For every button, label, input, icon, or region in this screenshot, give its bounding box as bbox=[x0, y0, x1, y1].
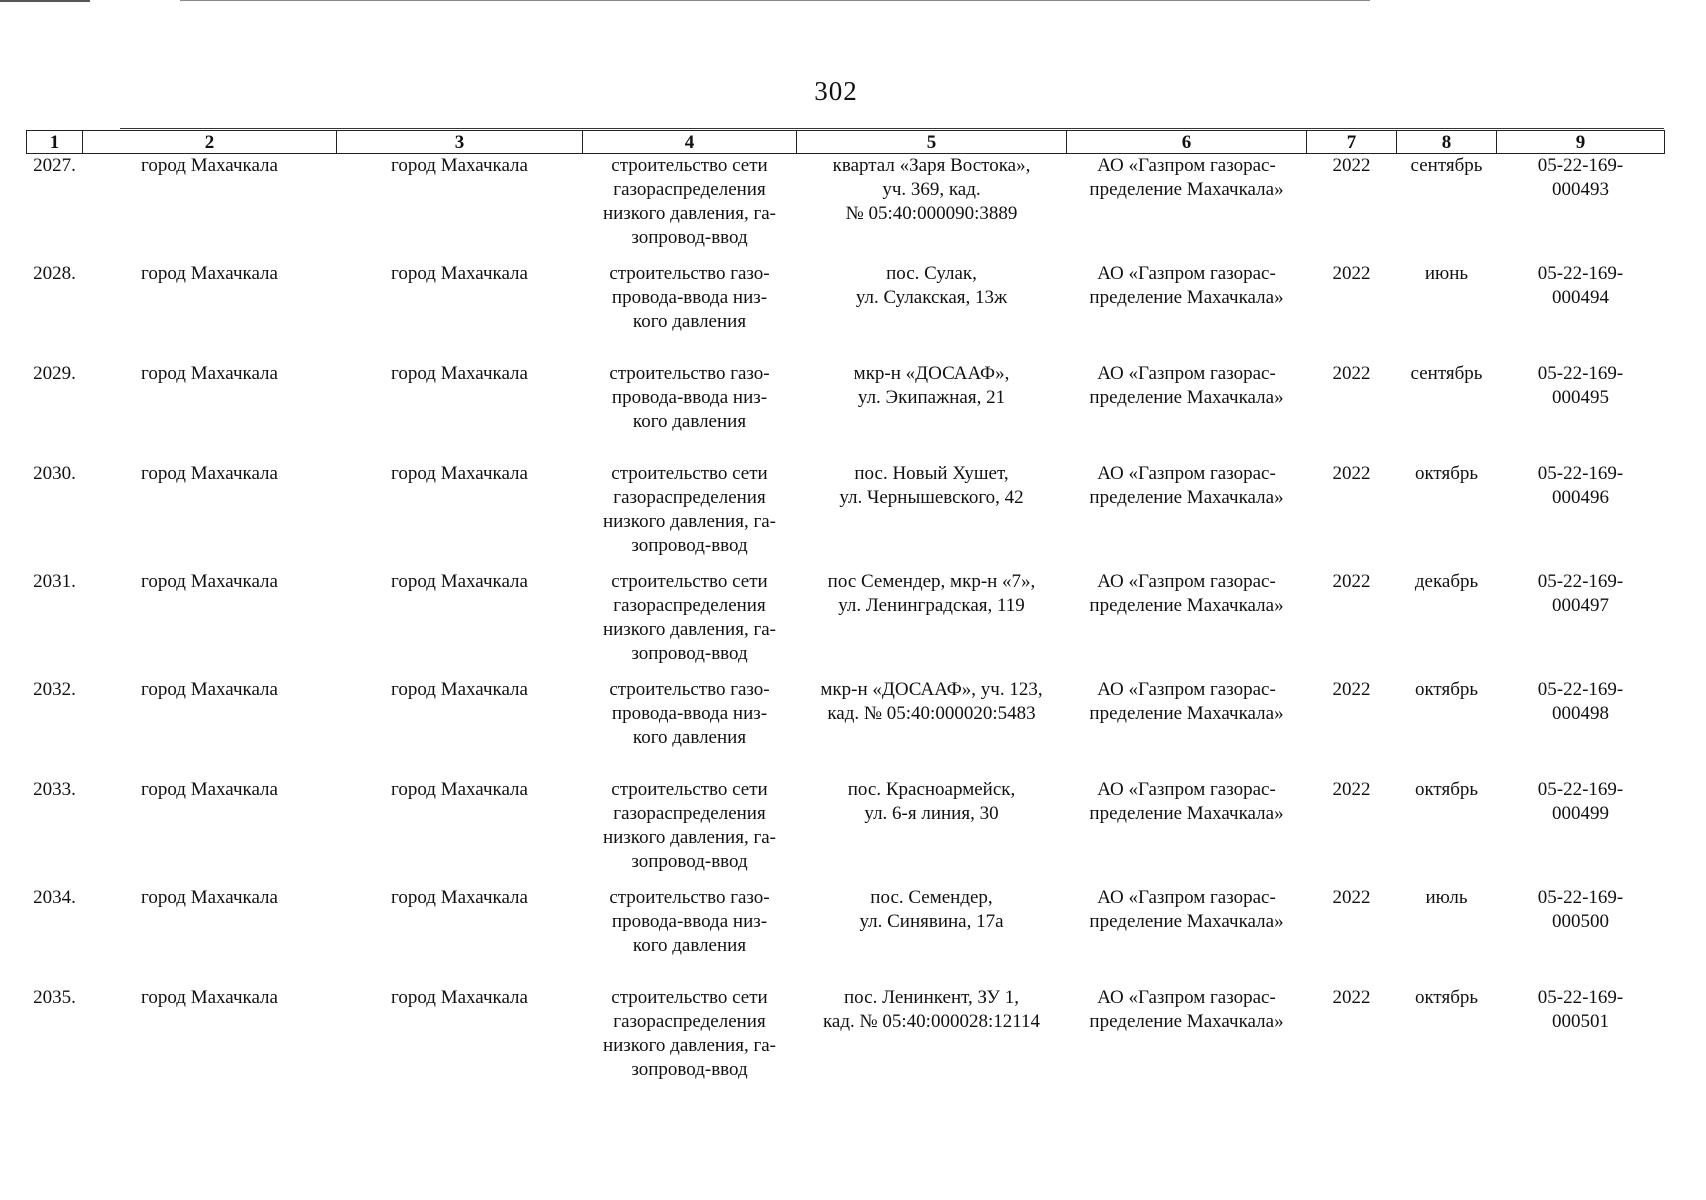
table-row bbox=[27, 778, 1665, 886]
scan-edge-middle bbox=[180, 0, 1370, 1]
organization-cell: АО «Газпром газорас- пределение Махачкала» bbox=[1089, 155, 1284, 200]
col-header-1: 1 bbox=[27, 131, 83, 154]
district-cell: город Махачкала bbox=[141, 462, 278, 484]
table-row bbox=[27, 262, 1665, 362]
row-number: 2033. bbox=[33, 778, 76, 800]
year-cell: 2022 bbox=[1332, 678, 1371, 700]
col-header-2: 2 bbox=[83, 131, 337, 154]
work-cell: строительство сети газораспределения низкого давления, га- зопровод-ввод bbox=[602, 570, 777, 664]
address-cell: мкр-н «ДОСААФ», ул. Экипажная, 21 bbox=[853, 362, 1010, 408]
address-cell: пос. Красноармейск, ул. 6-я линия, 30 bbox=[847, 778, 1016, 824]
month-cell: октябрь bbox=[1414, 678, 1479, 700]
row-number: 2032. bbox=[33, 678, 76, 700]
code-cell: 05-22-169- 000498 bbox=[1537, 678, 1624, 724]
table-row bbox=[27, 362, 1665, 462]
settlement-cell: город Махачкала bbox=[391, 262, 528, 284]
month-cell: декабрь bbox=[1414, 570, 1479, 592]
address-cell: квартал «Заря Востока», уч. 369, кад. № 05:40:000090:3889 bbox=[832, 155, 1031, 224]
works-table bbox=[26, 130, 1665, 1094]
organization-cell: АО «Газпром газорас- пределение Махачкала» bbox=[1089, 678, 1284, 724]
table-row bbox=[27, 986, 1665, 1094]
month-cell: октябрь bbox=[1414, 778, 1479, 800]
organization-cell: АО «Газпром газорас- пределение Махачкала» bbox=[1089, 462, 1284, 508]
code-cell: 05-22-169- 000493 bbox=[1537, 155, 1624, 200]
table-top-rule bbox=[120, 128, 1664, 129]
month-cell: сентябрь bbox=[1410, 155, 1483, 176]
work-cell: строительство газо- провода-ввода низ- кого давления bbox=[609, 886, 770, 956]
page-number: 302 bbox=[814, 76, 858, 106]
settlement-cell: город Махачкала bbox=[391, 155, 528, 176]
district-cell: город Махачкала bbox=[141, 778, 278, 800]
table-row bbox=[27, 462, 1665, 570]
address-cell: пос. Сулак, ул. Сулакская, 13ж bbox=[855, 262, 1008, 308]
settlement-cell: город Махачкала bbox=[391, 678, 528, 700]
district-cell: город Махачкала bbox=[141, 362, 278, 384]
year-cell: 2022 bbox=[1332, 986, 1371, 1008]
col-header-5: 5 bbox=[797, 131, 1067, 154]
year-cell: 2022 bbox=[1332, 362, 1371, 384]
address-cell: пос. Ленинкент, ЗУ 1, кад. № 05:40:000028:12114 bbox=[822, 986, 1041, 1032]
address-cell: мкр-н «ДОСААФ», уч. 123, кад. № 05:40:000020:5483 bbox=[820, 678, 1043, 724]
code-cell: 05-22-169- 000501 bbox=[1537, 986, 1624, 1032]
table-row bbox=[27, 154, 1665, 262]
district-cell: город Махачкала bbox=[141, 886, 278, 908]
district-cell: город Махачкала bbox=[141, 570, 278, 592]
work-cell: строительство сети газораспределения низкого давления, га- зопровод-ввод bbox=[602, 462, 777, 556]
code-cell: 05-22-169- 000500 bbox=[1537, 886, 1624, 932]
work-cell: строительство газо- провода-ввода низ- кого давления bbox=[609, 362, 770, 432]
col-header-4: 4 bbox=[583, 131, 797, 154]
month-cell: октябрь bbox=[1414, 462, 1479, 484]
settlement-cell: город Махачкала bbox=[391, 362, 528, 384]
year-cell: 2022 bbox=[1332, 570, 1371, 592]
scan-edge-left bbox=[0, 0, 90, 2]
address-cell: пос. Семендер, ул. Синявина, 17а bbox=[859, 886, 1004, 932]
table-row bbox=[27, 570, 1665, 678]
district-cell: город Махачкала bbox=[141, 986, 278, 1008]
code-cell: 05-22-169- 000495 bbox=[1537, 362, 1624, 408]
row-number: 2030. bbox=[33, 462, 76, 484]
organization-cell: АО «Газпром газорас- пределение Махачкала» bbox=[1089, 262, 1284, 308]
col-header-3: 3 bbox=[337, 131, 583, 154]
code-cell: 05-22-169- 000496 bbox=[1537, 462, 1624, 508]
month-cell: июль bbox=[1425, 886, 1468, 908]
col-header-7: 7 bbox=[1307, 131, 1397, 154]
code-cell: 05-22-169- 000499 bbox=[1537, 778, 1624, 824]
row-number: 2029. bbox=[33, 362, 76, 384]
work-cell: строительство сети газораспределения низкого давления, га- зопровод-ввод bbox=[602, 778, 777, 872]
work-cell: строительство газо- провода-ввода низ- кого давления bbox=[609, 678, 770, 748]
address-cell: пос. Новый Хушет, ул. Чернышевского, 42 bbox=[839, 462, 1024, 508]
month-cell: октябрь bbox=[1414, 986, 1479, 1008]
year-cell: 2022 bbox=[1332, 262, 1371, 284]
code-cell: 05-22-169- 000497 bbox=[1537, 570, 1624, 616]
code-cell: 05-22-169- 000494 bbox=[1537, 262, 1624, 308]
year-cell: 2022 bbox=[1332, 155, 1371, 176]
district-cell: город Махачкала bbox=[141, 262, 278, 284]
col-header-6: 6 bbox=[1067, 131, 1307, 154]
month-cell: сентябрь bbox=[1410, 362, 1483, 384]
table-row bbox=[27, 886, 1665, 986]
settlement-cell: город Махачкала bbox=[391, 778, 528, 800]
address-cell: пос Семендер, мкр-н «7», ул. Ленинградская, 119 bbox=[827, 570, 1036, 616]
table-row bbox=[27, 678, 1665, 778]
organization-cell: АО «Газпром газорас- пределение Махачкала» bbox=[1089, 986, 1284, 1032]
organization-cell: АО «Газпром газорас- пределение Махачкала» bbox=[1089, 362, 1284, 408]
settlement-cell: город Махачкала bbox=[391, 986, 528, 1008]
year-cell: 2022 bbox=[1332, 886, 1371, 908]
work-cell: строительство сети газораспределения низкого давления, га- зопровод-ввод bbox=[602, 155, 777, 248]
district-cell: город Махачкала bbox=[141, 678, 278, 700]
year-cell: 2022 bbox=[1332, 462, 1371, 484]
organization-cell: АО «Газпром газорас- пределение Махачкала» bbox=[1089, 570, 1284, 616]
year-cell: 2022 bbox=[1332, 778, 1371, 800]
col-header-8: 8 bbox=[1397, 131, 1497, 154]
settlement-cell: город Махачкала bbox=[391, 570, 528, 592]
district-cell: город Махачкала bbox=[141, 155, 278, 176]
row-number: 2034. bbox=[33, 886, 76, 908]
settlement-cell: город Махачкала bbox=[391, 462, 528, 484]
organization-cell: АО «Газпром газорас- пределение Махачкала» bbox=[1089, 778, 1284, 824]
row-number: 2035. bbox=[33, 986, 76, 1008]
row-number: 2028. bbox=[33, 262, 76, 284]
header-row bbox=[27, 131, 1665, 154]
month-cell: июнь bbox=[1424, 262, 1469, 284]
organization-cell: АО «Газпром газорас- пределение Махачкала» bbox=[1089, 886, 1284, 932]
work-cell: строительство газо- провода-ввода низ- кого давления bbox=[609, 262, 770, 332]
row-number: 2031. bbox=[33, 570, 76, 592]
row-number: 2027. bbox=[33, 155, 76, 176]
work-cell: строительство сети газораспределения низкого давления, га- зопровод-ввод bbox=[602, 986, 777, 1080]
settlement-cell: город Махачкала bbox=[391, 886, 528, 908]
col-header-9: 9 bbox=[1497, 131, 1665, 154]
